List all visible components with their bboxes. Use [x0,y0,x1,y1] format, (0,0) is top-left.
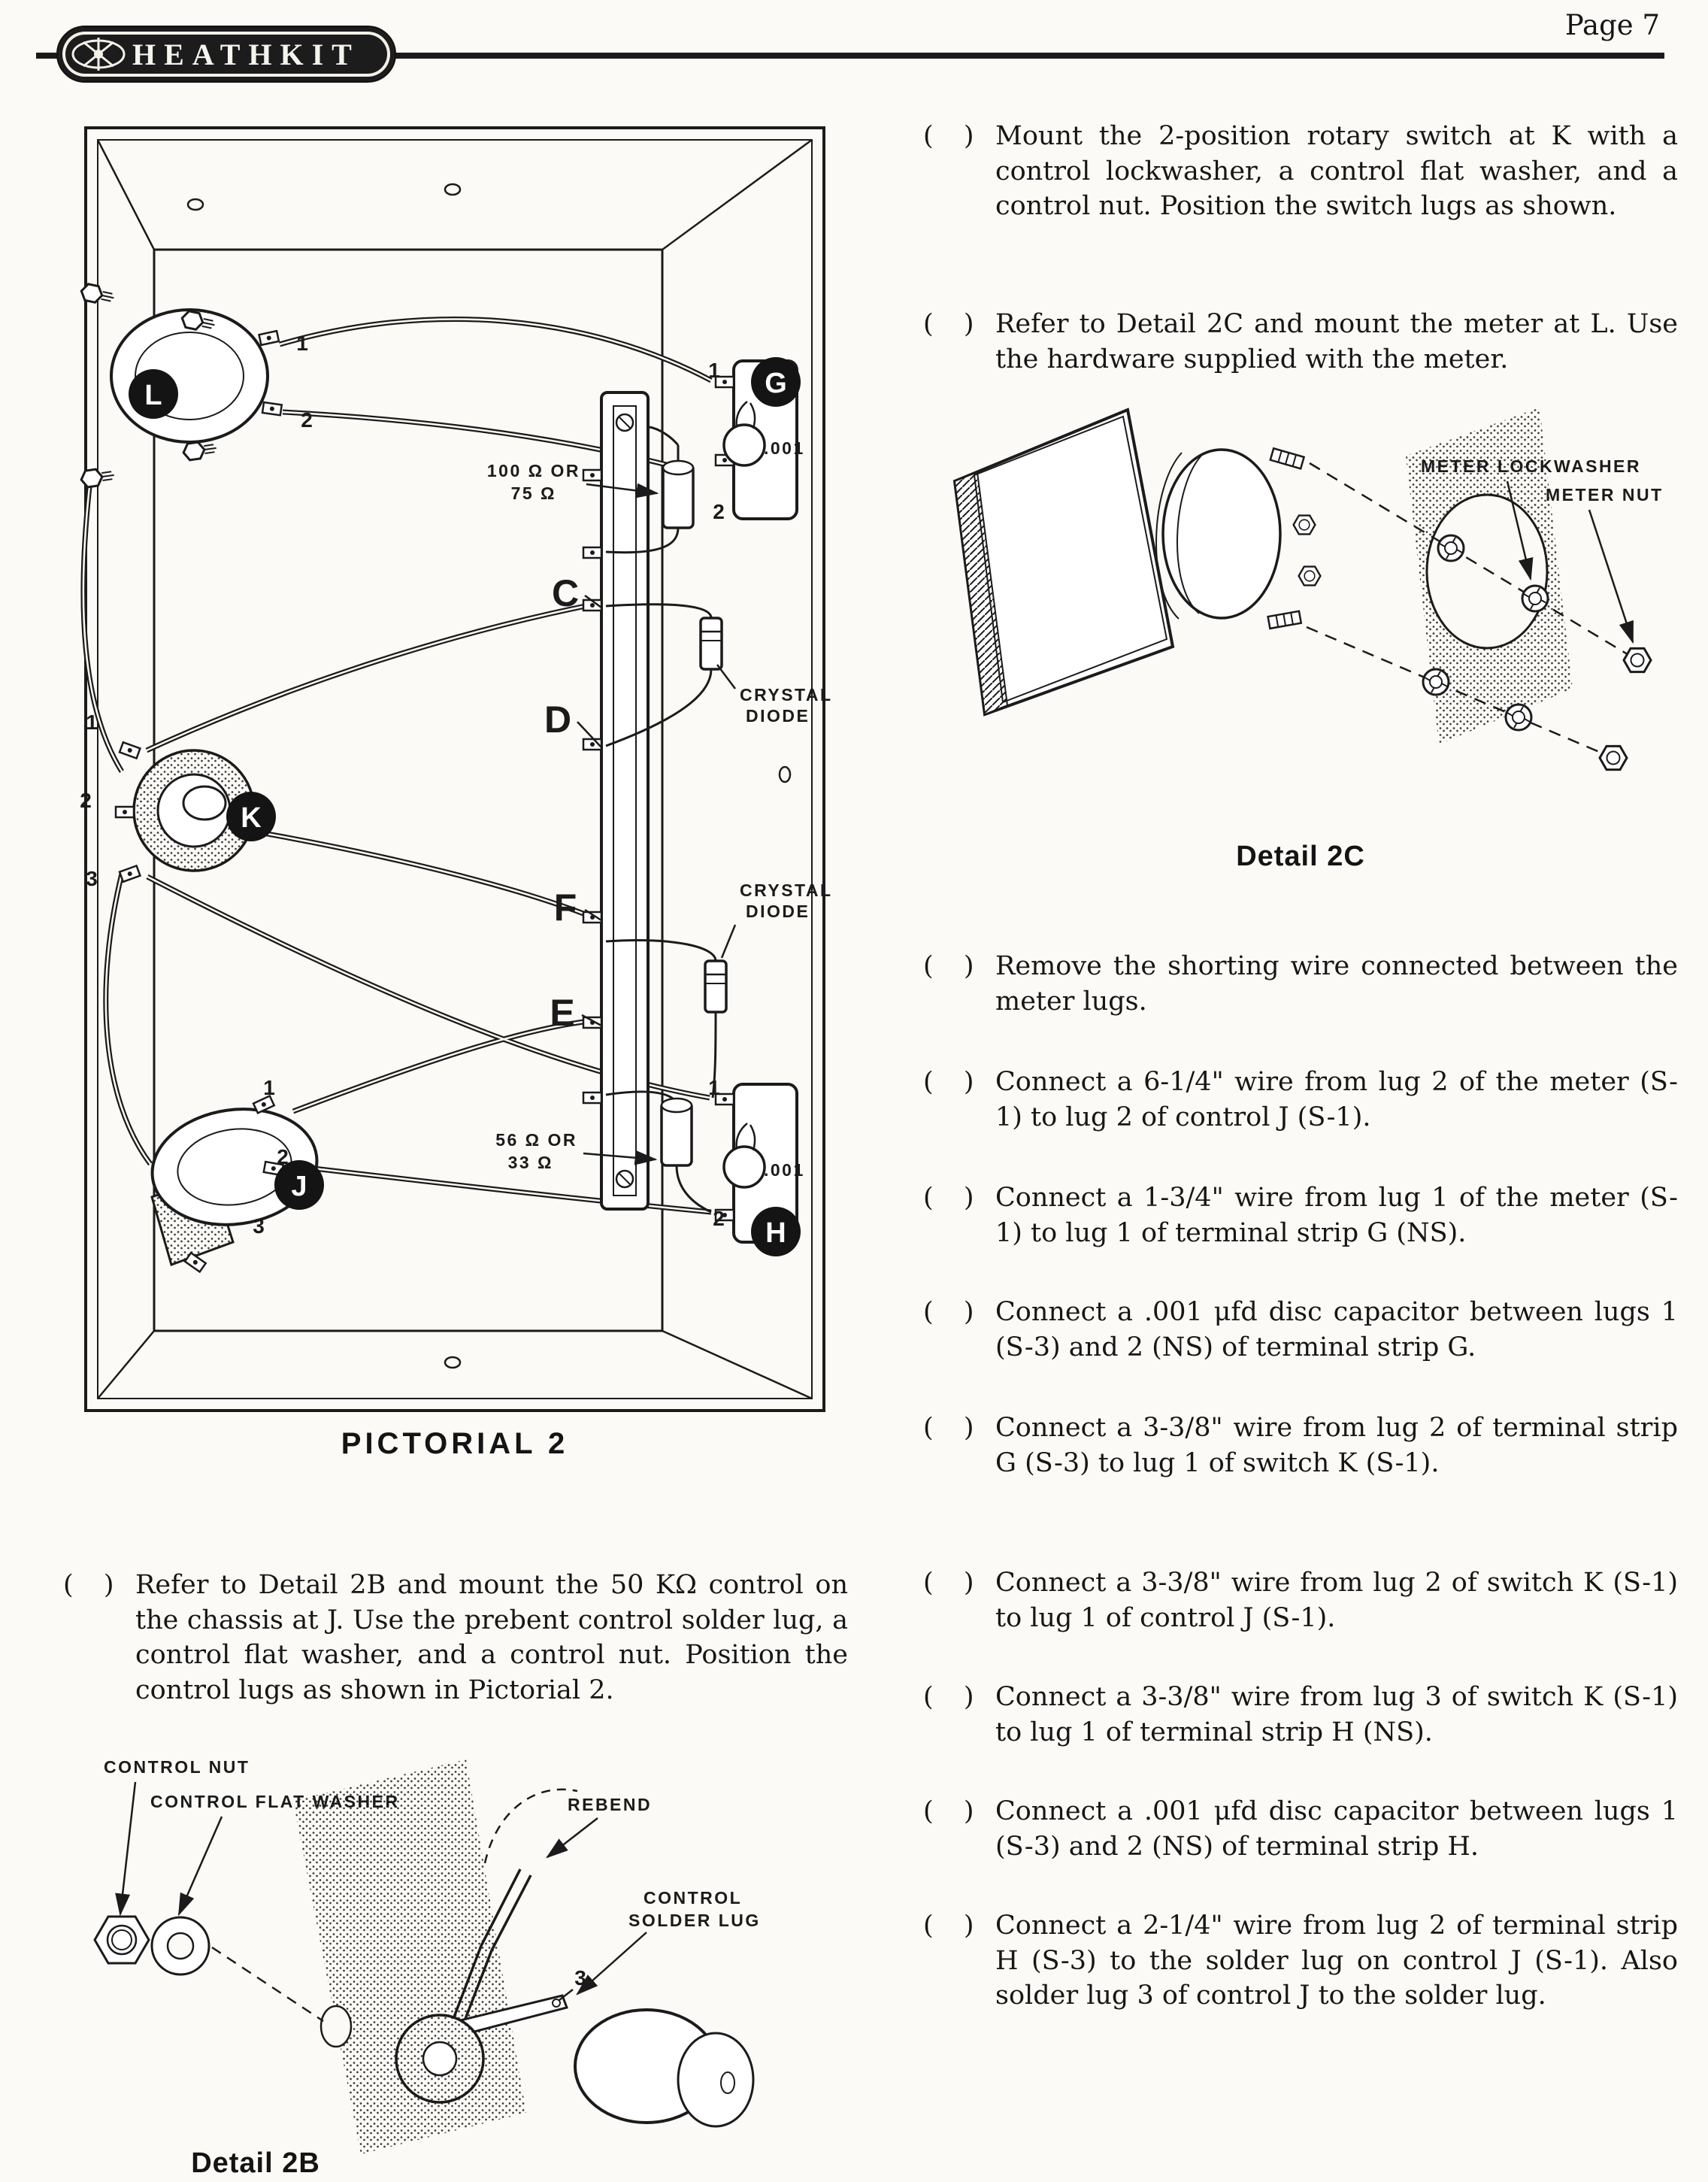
terminal-board [583,392,648,1209]
lug-number: 1 [708,359,720,382]
step-wire-g-to-k [923,1411,1678,1480]
crystal-diode-label: DIODE [746,706,810,726]
lug-number: 3 [86,867,98,890]
terminal-strip-h [708,1076,805,1256]
lug-number: 1 [263,1076,275,1099]
meter-lockwasher [1423,669,1449,695]
crystal-diode-label: CRYSTAL [740,685,833,705]
step-mount-meter [923,307,1678,377]
step-mount-control-j [63,1568,848,1708]
detail-2c-caption: Detail 2C [1236,841,1365,872]
solder-lug-icon [583,470,601,480]
page-number: Page 7 [1564,9,1660,41]
resistor-top-label: 100 Ω OR [486,461,580,480]
bolt-icon [80,467,116,488]
step-text: Mount the 2-position rotary switch at K with a control lockwasher, a control flat washer, and a control nut. Position the switch lugs as shown. [995,121,1678,222]
disc-capacitor [724,425,765,465]
terminal-strip-g [708,357,805,523]
step-wire-meter-to-g [923,1180,1678,1250]
step-text: Connect a 1-3/4" wire from lug 1 of the meter (S-1) to lug 1 of terminal strip G (NS). [995,1183,1678,1248]
step-wire-k-to-j [923,1565,1678,1635]
pictorial-2-caption: PICTORIAL 2 [341,1427,569,1460]
meter-lockwasher [1522,586,1548,611]
pictorial-2-figure [75,120,834,1429]
meter-terminal-nut [1294,516,1316,535]
disc-capacitor [724,1147,765,1187]
meter-nut-label: METER NUT [1546,485,1664,505]
solder-lug-icon [116,807,134,817]
step-capacitor-strip-h [923,1794,1678,1864]
meter-lockwasher [1438,535,1464,561]
lug-number: 2 [713,1207,725,1230]
lug-number: 2 [80,789,92,812]
checkbox: ( ) [923,951,979,981]
solder-lug-label: SOLDER LUG [628,1911,761,1930]
cap-value-label: .001 [764,1160,805,1180]
meter-nut [1624,648,1651,671]
callout-e: E [550,992,575,1034]
meter-terminal-nut [1299,567,1321,586]
resistor-bottom-label: 33 Ω [507,1153,553,1172]
step-wire-k-to-h [923,1680,1678,1750]
detail-2b-figure [75,1743,842,2164]
control-nut [95,1917,149,1963]
location-letters [544,572,601,1034]
solder-lug-icon [120,742,140,758]
checkbox: ( ) [923,1568,979,1598]
lug-number: 2 [277,1145,289,1168]
control-flat-washer [152,1917,209,1974]
checkbox: ( ) [923,1413,979,1443]
checkbox: ( ) [923,1682,979,1712]
callout-f: F [553,886,577,929]
crystal-diode-label: CRYSTAL [740,880,833,900]
lug-number: 1 [86,711,98,734]
lug-number: 3 [574,1966,586,1990]
step-wire-h-to-solder-lug [923,1908,1678,2014]
step-text: Connect a 6-1/4" wire from lug 2 of the meter (S-1) to lug 2 of control J (S-1). [995,1067,1678,1132]
control-j [144,1076,324,1271]
step-text: Connect a .001 μfd disc capacitor between lugs 1 (S-3) and 2 (NS) of terminal strip H. [995,1796,1678,1862]
meter-assembly [955,410,1320,714]
checkbox: ( ) [923,1297,979,1327]
meter-lockwasher [1506,705,1531,730]
solder-lug-label: CONTROL [644,1888,743,1908]
solder-lug-icon [583,1017,601,1028]
checkbox: ( ) [63,1570,119,1600]
lug-number: 1 [296,332,308,355]
meter-nut [1600,746,1627,769]
step-text: Connect a .001 μfd disc capacitor between lugs 1 (S-3) and 2 (NS) of terminal strip G. [995,1297,1678,1362]
resistor-bottom-label: 56 Ω OR [495,1130,577,1150]
resistor-top-label: 75 Ω [510,483,556,503]
step-text: Connect a 3-3/8" wire from lug 2 of switch K (S-1) to lug 1 of control J (S-1). [995,1568,1678,1633]
heathkit-logo [56,26,396,83]
flat-washer-label: CONTROL FLAT WASHER [150,1792,400,1811]
detail-2c-figure [925,374,1676,841]
solder-lug-icon [262,402,282,415]
callout-l: L [144,380,162,411]
heathkit-emblem-icon [69,33,128,75]
meter-stud [1270,448,1304,468]
part-labels [487,461,833,1172]
detail-2b-caption: Detail 2B [191,2147,320,2179]
cap-value-label: .001 [764,438,805,458]
checkbox: ( ) [923,121,979,151]
callout-c: C [551,572,580,614]
lug-number: 2 [301,408,313,432]
bolt-icon [183,440,218,461]
mounting-panel [293,1759,526,2154]
step-text: Connect a 3-3/8" wire from lug 3 of switch K (S-1) to lug 1 of terminal strip H (NS). [995,1682,1678,1747]
step-wire-meter-to-j [923,1065,1678,1135]
solder-lug-icon [583,1093,601,1103]
rebend-label: REBEND [568,1795,653,1814]
lug-number: 2 [713,500,725,523]
crystal-diode-label: DIODE [746,902,810,921]
control-nut-label: CONTROL NUT [104,1757,250,1777]
step-text: Connect a 2-1/4" wire from lug 2 of terminal strip H (S-3) to the solder lug on control J (S-1). Also solder lug 3 of control J to the solder lug. [995,1911,1678,2011]
step-remove-shorting-wire [923,949,1678,1019]
callout-k: K [241,802,262,834]
solder-lug-icon [120,865,140,881]
solder-lug-icon [583,547,601,558]
meter-control-l [80,283,313,488]
meter-stud [1268,611,1301,629]
step-text: Connect a 3-3/8" wire from lug 2 of terminal strip G (S-3) to lug 1 of switch K (S-1). [995,1413,1678,1478]
checkbox: ( ) [923,1067,979,1097]
lug-number: 1 [708,1076,720,1099]
callout-d: D [544,699,572,741]
checkbox: ( ) [923,1183,979,1213]
step-capacitor-strip-g [923,1295,1678,1365]
checkbox: ( ) [923,309,979,339]
step-text: Remove the shorting wire connected between the meter lugs. [995,951,1678,1017]
brand-name: HEATHKIT [132,37,360,71]
meter-lockwasher-label: METER LOCKWASHER [1421,456,1641,476]
callout-g: G [765,368,787,399]
step-mount-switch-k [923,119,1678,224]
step-text: Refer to Detail 2C and mount the meter at L. Use the hardware supplied with the meter. [995,309,1678,374]
assembly-axis-dashed-line [212,1947,323,2021]
checkbox: ( ) [923,1796,979,1826]
callout-j: J [291,1171,307,1202]
solder-lug-icon [259,331,279,345]
callout-h: H [765,1217,786,1249]
solder-lug-icon [185,1253,206,1271]
lug-number: 3 [253,1214,265,1238]
checkbox: ( ) [923,1911,979,1941]
step-text: Refer to Detail 2B and mount the 50 KΩ control on the chassis at J. Use the prebent control solder lug, a control flat washer, and a control nut. Position the control lugs as shown in Pictorial 2. [135,1570,848,1705]
